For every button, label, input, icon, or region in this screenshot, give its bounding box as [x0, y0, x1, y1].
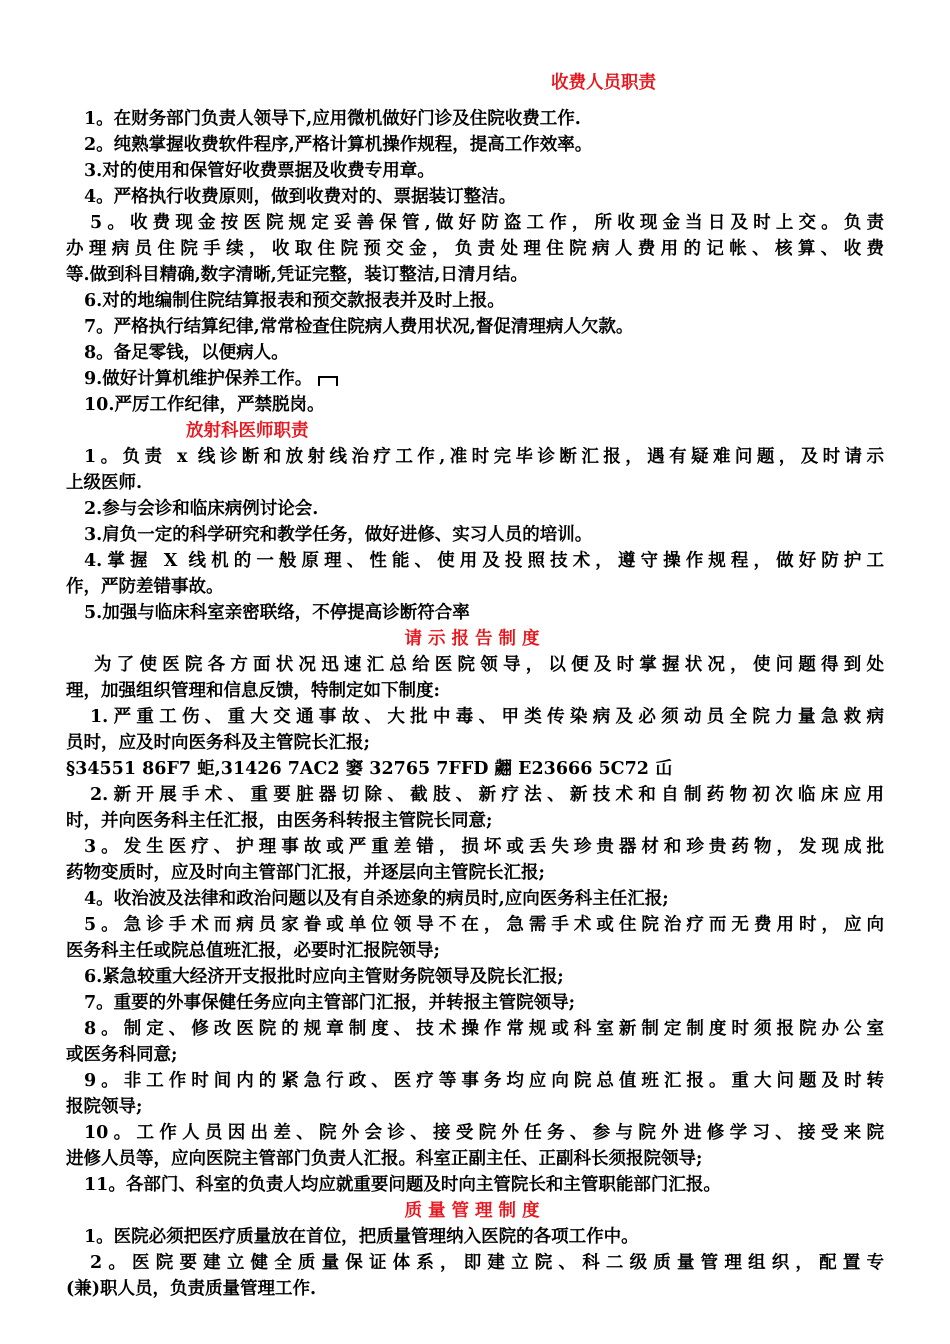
quality-item-2-line-1: 2。医院要建立健全质量保证体系，即建立院、科二级质量管理组织，配置专 [90, 1253, 884, 1273]
report-item-5 [66, 912, 884, 964]
report-item-1-line-2: 员时，应及时向医务科及主管院长汇报; [66, 733, 370, 753]
report-item-3-line-1: 3。发生医疗、护理事故或严重差错，损坏或丢失珍贵器材和珍贵药物，发现成批 [84, 837, 884, 857]
report-item-8-line-1: 8。制定、修改医院的规章制度、技术操作常规或科室新制定制度时须报院办公室 [84, 1019, 884, 1039]
cashier-item-4: 4。严格执行收费原则，做到收费对的、票据装订整洁。 [84, 187, 517, 207]
report-item-10 [66, 1120, 884, 1172]
radiology-item-1 [66, 444, 884, 496]
cashier-item-8: 8。备足零钱，以便病人。 [84, 343, 289, 363]
radiology-item-1-line-2: 上级医师. [66, 473, 143, 493]
quality-item-1: 1。医院必须把医疗质量放在首位，把质量管理纳入医院的各项工作中。 [84, 1227, 639, 1247]
radiology-item-2: 2.参与会诊和临床病例讨论会. [84, 499, 319, 519]
cashier-item-7: 7。严格执行结算纪律,常常检查住院病人费用状况,督促清理病人欠款。 [84, 317, 634, 337]
radiology-item-3: 3.肩负一定的科学研究和教学任务，做好进修、实习人员的培训。 [84, 525, 593, 545]
report-item-9 [66, 1068, 884, 1120]
document-page [66, 70, 884, 1302]
report-intro-line-1: 为了使医院各方面状况迅速汇总给医院领导，以便及时掌握状况，使问题得到处 [94, 655, 884, 675]
radiology-item-4 [66, 548, 884, 600]
cashier-item-5 [66, 210, 884, 288]
report-item-3-line-2: 药物变质时，应及时向主管部门汇报，并逐层向主管院长汇报; [66, 863, 545, 883]
cashier-item-10: 10.严厉工作纪律，严禁脱岗。 [84, 395, 325, 415]
report-item-4: 4。收治波及法律和政治问题以及有自杀迹象的病员时,应向医务科主任汇报; [84, 889, 669, 909]
bracket-mark-icon [318, 376, 338, 386]
cashier-item-1: 1。在财务部门负责人领导下,应用微机做好门诊及住院收费工作. [84, 109, 581, 129]
encoded-artifact-line: §34551 86F7 蚷,31426 7AC2 窭 32765 7FFD 翽 E23666 5C72 屲 [66, 759, 673, 779]
cashier-item-2: 2。纯熟掌握收费软件程序,严格计算机操作规程，提高工作效率。 [84, 135, 593, 155]
section-title-cashier-duties: 收费人员职责 [551, 73, 656, 93]
report-item-6: 6.紧急较重大经济开支报批时应向主管财务院领导及院长汇报; [84, 967, 564, 987]
report-item-2-line-2: 时，并向医务科主任汇报，由医务科转报主管院长同意; [66, 811, 493, 831]
cashier-item-5-line-1: 5。收费现金按医院规定妥善保管,做好防盗工作，所收现金当日及时上交。负责 [90, 213, 884, 233]
report-item-11: 11。各部门、科室的负责人均应就重要问题及时向主管院长和主管职能部门汇报。 [84, 1175, 721, 1195]
report-item-2-line-1: 2.新开展手术、重要脏器切除、截肢、新疗法、新技术和自制药物初次临床应用 [90, 785, 884, 805]
cashier-item-9-row [66, 366, 884, 392]
section-title-report-system: 请示报告制度 [404, 629, 546, 649]
report-item-1-line-1: 1.严重工伤、重大交通事故、大批中毒、甲类传染病及必须动员全院力量急救病 [90, 707, 884, 727]
report-item-2 [66, 782, 884, 834]
report-item-5-line-2: 医务科主任或院总值班汇报，必要时汇报院领导; [66, 941, 440, 961]
quality-item-2-line-2: (兼)职人员，负责质量管理工作. [66, 1279, 317, 1299]
report-item-10-line-2: 进修人员等，应向医院主管部门负责人汇报。科室正副主任、正副科长须报院领导; [66, 1149, 703, 1169]
report-item-3 [66, 834, 884, 886]
cashier-item-9: 9.做好计算机维护保养工作。 [84, 369, 313, 389]
report-item-9-line-2: 报院领导; [66, 1097, 143, 1117]
radiology-item-4-line-2: 作，严防差错事故。 [66, 577, 224, 597]
report-item-9-line-1: 9。非工作时间内的紧急行政、医疗等事务均应向院总值班汇报。重大问题及时转 [84, 1071, 884, 1091]
radiology-item-4-line-1: 4.掌握 X 线机的一般原理、性能、使用及投照技术，遵守操作规程，做好防护工 [84, 551, 884, 571]
report-item-1 [66, 704, 884, 756]
report-item-8-line-2: 或医务科同意; [66, 1045, 178, 1065]
report-item-10-line-1: 10。工作人员因出差、院外会诊、接受院外任务、参与院外进修学习、接受来院 [84, 1123, 884, 1143]
radiology-item-5: 5.加强与临床科室亲密联络，不停提高诊断符合率 [84, 603, 470, 623]
cashier-item-3: 3.对的使用和保管好收费票据及收费专用章。 [84, 161, 435, 181]
report-item-7: 7。重要的外事保健任务应向主管部门汇报，并转报主管院领导; [84, 993, 576, 1013]
cashier-item-6: 6.对的地编制住院结算报表和预交款报表并及时上报。 [84, 291, 505, 311]
report-item-5-line-1: 5。急诊手术而病员家眷或单位领导不在，急需手术或住院治疗而无费用时，应向 [84, 915, 884, 935]
radiology-item-1-line-1: 1。负责 x 线诊断和放射线治疗工作,准时完毕诊断汇报，遇有疑难问题，及时请示 [84, 447, 884, 467]
section-title-radiology-duties: 放射科医师职责 [186, 421, 309, 441]
quality-item-2 [66, 1250, 884, 1302]
report-item-8 [66, 1016, 884, 1068]
cashier-item-5-line-2: 办理病员住院手续，收取住院预交金，负责处理住院病人费用的记帐、核算、收费 [66, 239, 884, 259]
report-intro-line-2: 理，加强组织管理和信息反馈，特制定如下制度: [66, 681, 440, 701]
cashier-item-5-line-3: 等.做到科目精确,数字清晰,凭证完整，装订整洁,日清月结。 [66, 265, 528, 285]
report-intro [66, 652, 884, 704]
section-title-quality-management: 质量管理制度 [404, 1201, 546, 1221]
